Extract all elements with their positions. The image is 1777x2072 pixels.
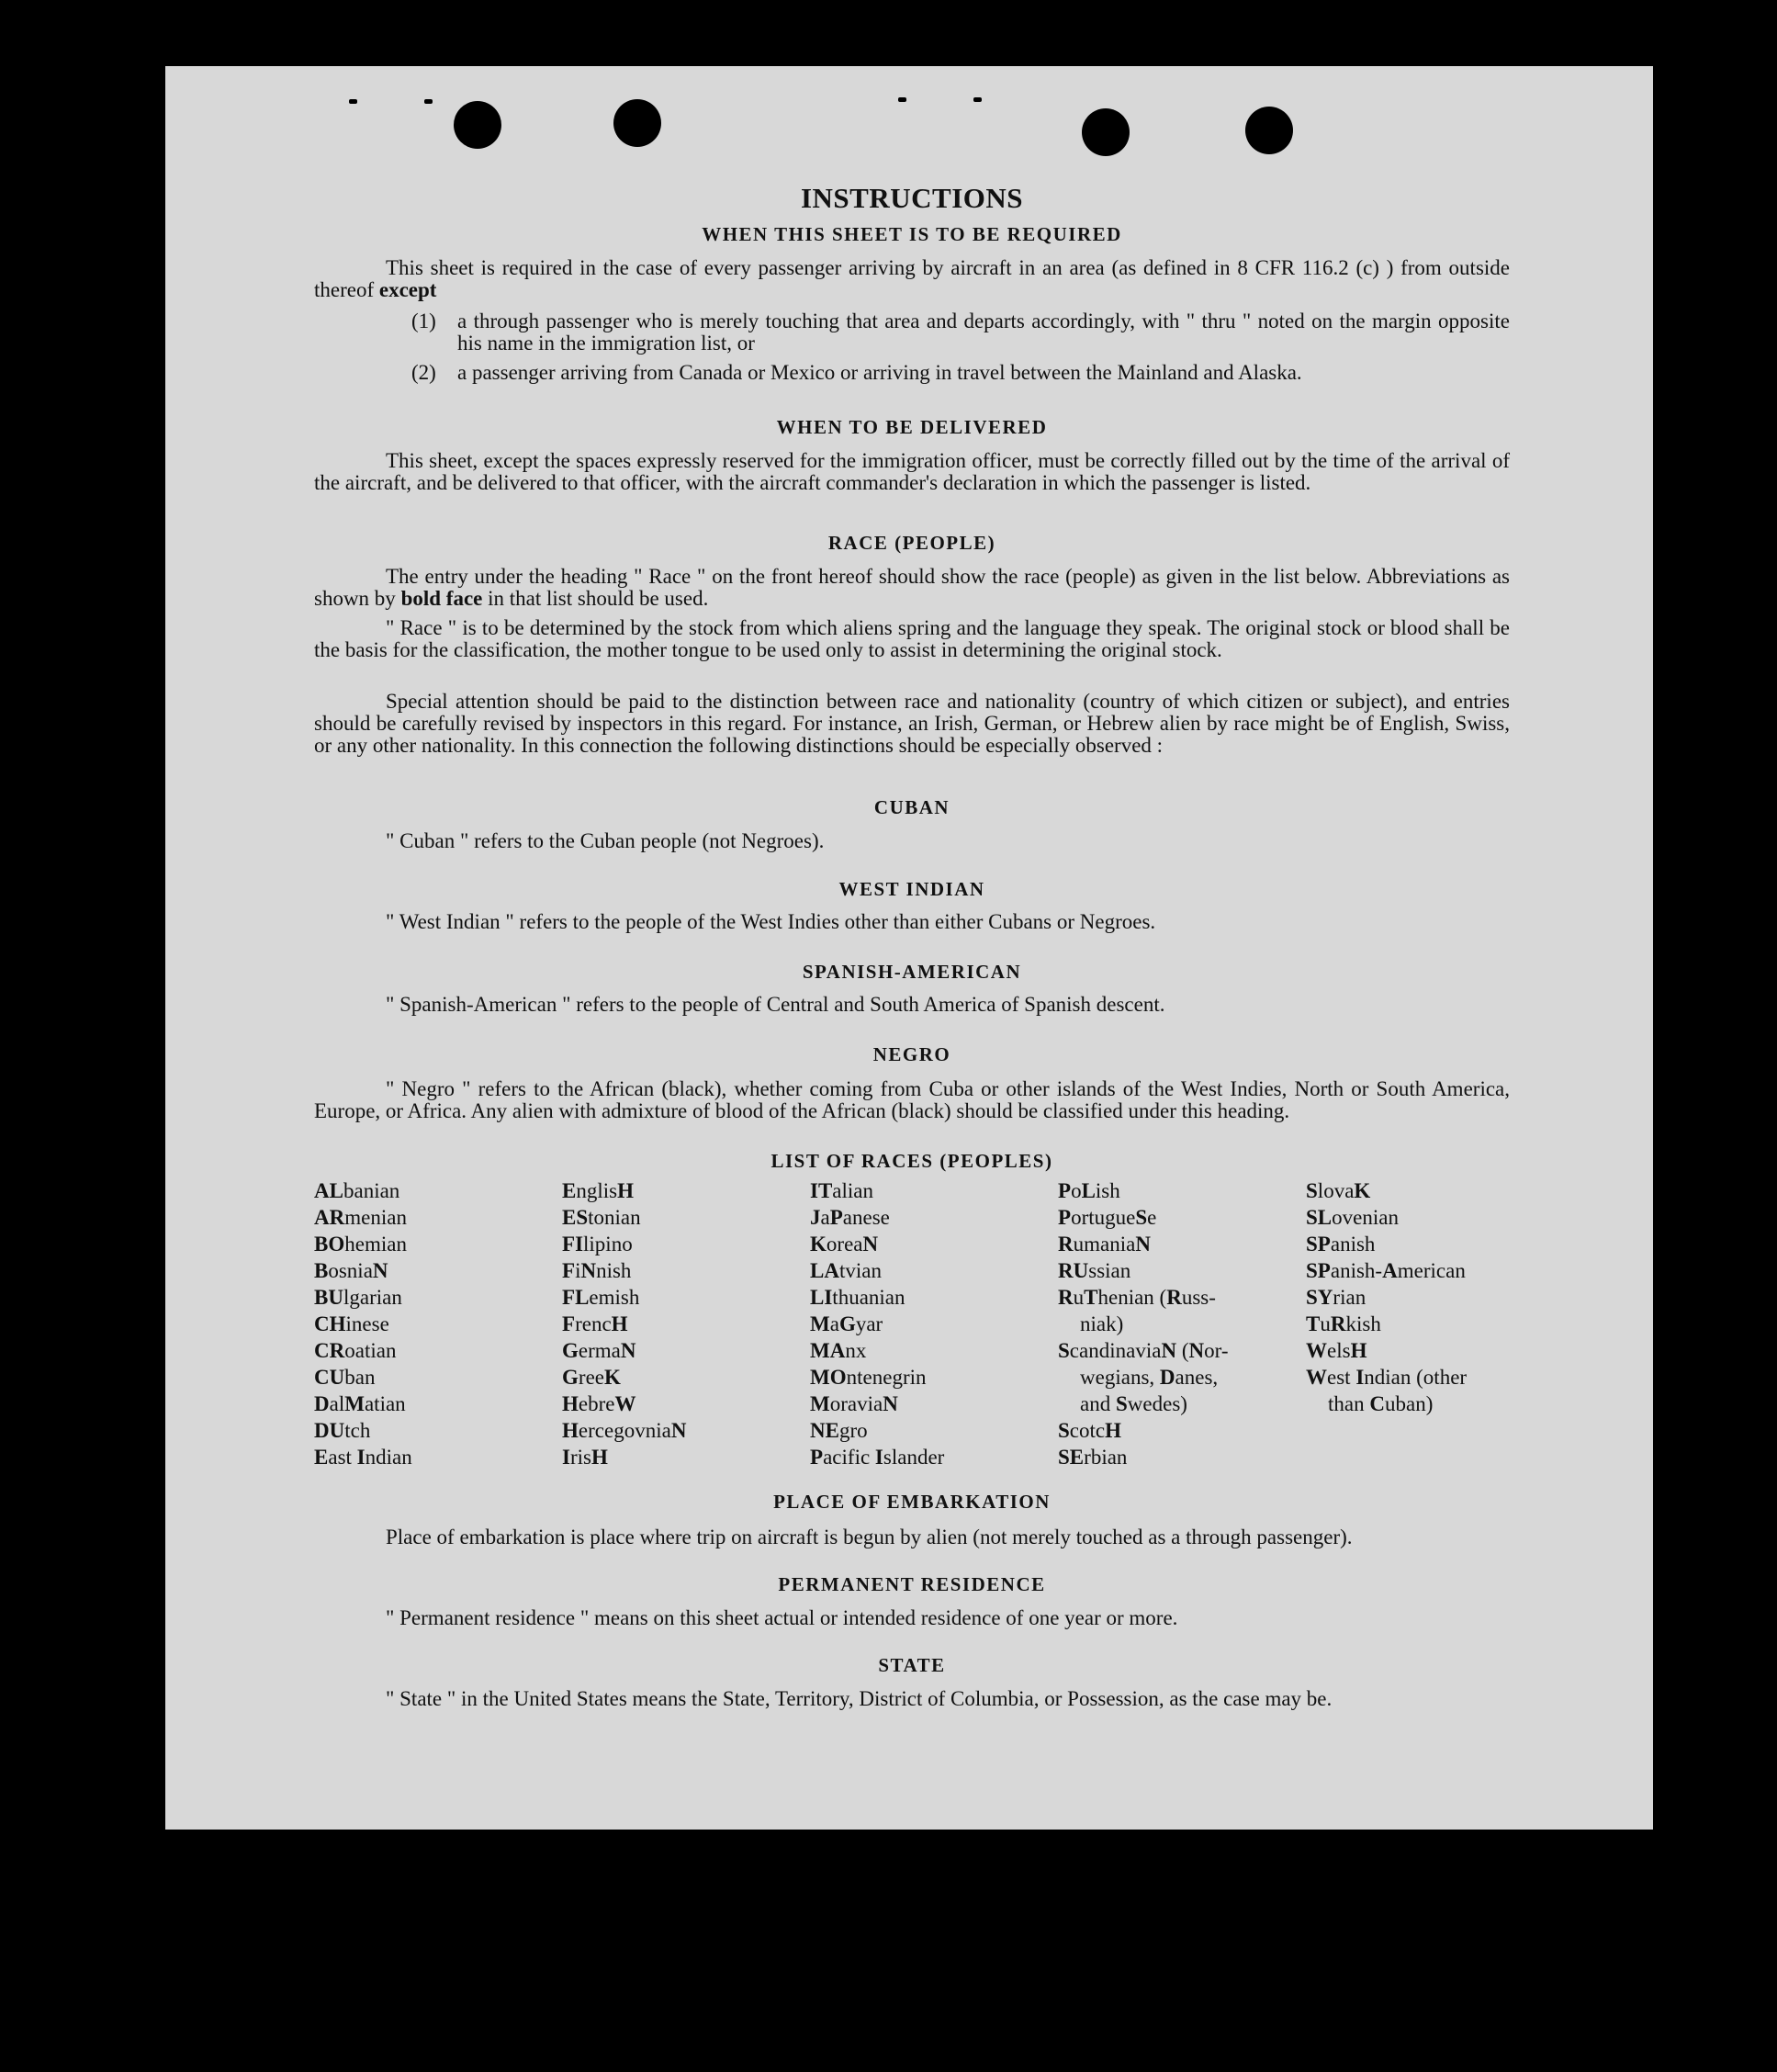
race-item: EnglisH [562, 1179, 634, 1202]
race-item: CUban [314, 1366, 376, 1389]
heading-required: WHEN THIS SHEET IS TO BE REQUIRED [702, 223, 1122, 245]
item-number: (2) [411, 361, 436, 384]
race-item: KoreaN [810, 1233, 879, 1256]
speck [973, 97, 982, 102]
race-item: East Indian [314, 1446, 412, 1469]
race-item: ScandinaviaN (Nor- [1058, 1339, 1229, 1362]
race-item: SPanish [1306, 1233, 1376, 1256]
required-intro: This sheet is required in the case of every passenger arriving by aircraft in an area (as defined in 8 CFR 116.2 (c) ) from outside thereof except [314, 256, 1510, 301]
race-item: ITalian [810, 1179, 874, 1202]
races-column-1 [314, 1177, 544, 1470]
speck [898, 97, 906, 102]
cuban-text: " Cuban " refers to the Cuban people (not Negroes). [386, 829, 825, 852]
race-item: Pacific Islander [810, 1446, 945, 1469]
race-paragraph-2: " Race " is to be determined by the stock from which aliens spring and the language they speak. The original stock or blood shall be the basis for the classification, the mother tongue to be used only to assist in determining the original stock. [314, 616, 1510, 661]
document-page [165, 66, 1653, 1830]
punch-hole [1082, 108, 1130, 156]
race-item: PortugueSe [1058, 1206, 1157, 1229]
race-item: RUssian [1058, 1259, 1131, 1282]
race-item: MAnx [810, 1339, 867, 1362]
heading-residence: PERMANENT RESIDENCE [778, 1573, 1046, 1595]
race-item: BosniaN [314, 1259, 388, 1282]
race-item: JaPanese [810, 1206, 890, 1229]
race-item: TuRkish [1306, 1312, 1381, 1335]
race-item-continued: niak) [1080, 1312, 1124, 1335]
race-item: BUlgarian [314, 1286, 402, 1309]
race-item: MOntenegrin [810, 1366, 927, 1389]
race-item: MaGyar [810, 1312, 883, 1335]
race-item-continued: and Swedes) [1080, 1392, 1187, 1415]
race-item: MoraviaN [810, 1392, 898, 1415]
heading-cuban: CUBAN [873, 796, 950, 818]
race-item: RumaniaN [1058, 1233, 1151, 1256]
west-indian-text: " West Indian " refers to the people of the West Indies other than either Cubans or Negroes. [386, 910, 1156, 933]
negro-text: " Negro " refers to the African (black), whether coming from Cuba or other islands of the West Indies, North or South America, Europe, or Africa. Any alien with admixture of blood of the African (black) should be classified under this heading. [314, 1077, 1510, 1122]
race-item: HercegovniaN [562, 1419, 687, 1442]
speck [349, 99, 357, 104]
race-item: West Indian (other [1306, 1366, 1468, 1389]
race-item: SErbian [1058, 1446, 1128, 1469]
race-item: NEgro [810, 1419, 868, 1442]
heading-state: STATE [878, 1654, 946, 1676]
race-item: ScotcH [1058, 1419, 1122, 1442]
page-title: INSTRUCTIONS [800, 182, 1023, 214]
race-item: FiNnish [562, 1259, 632, 1282]
heading-negro: NEGRO [872, 1043, 951, 1065]
race-item: WelsH [1306, 1339, 1367, 1362]
races-column-3 [810, 1177, 1040, 1470]
item-text: a through passenger who is merely touching that area and departs accordingly, with " thru " noted on the margin opposite his name in the immigration list, or [457, 310, 1510, 355]
heading-embarkation: PLACE OF EMBARKATION [773, 1491, 1051, 1513]
race-item: SPanish-American [1306, 1259, 1466, 1282]
race-item: HebreW [562, 1392, 636, 1415]
race-item: SLovenian [1306, 1206, 1399, 1229]
race-item: FrencH [562, 1312, 628, 1335]
race-item-continued: wegians, Danes, [1080, 1366, 1219, 1389]
races-column-5 [1306, 1177, 1535, 1417]
race-item: ALbanian [314, 1179, 400, 1202]
punch-hole [1245, 107, 1293, 154]
speck [424, 99, 433, 104]
race-item: FIlipino [562, 1233, 633, 1256]
race-item: RuThenian (Russ- [1058, 1286, 1216, 1309]
race-item: ARmenian [314, 1206, 407, 1229]
race-item: FLemish [562, 1286, 640, 1309]
race-item: CRoatian [314, 1339, 397, 1362]
race-item: CHinese [314, 1312, 389, 1335]
race-item: BOhemian [314, 1233, 407, 1256]
embarkation-text: Place of embarkation is place where trip on aircraft is begun by alien (not merely touched as a through passenger). [386, 1526, 1353, 1548]
race-item: EStonian [562, 1206, 641, 1229]
heading-race: RACE (PEOPLE) [827, 532, 996, 554]
heading-west-indian: WEST INDIAN [838, 878, 985, 900]
race-item: LIthuanian [810, 1286, 905, 1309]
spanish-american-text: " Spanish-American " refers to the people of Central and South America of Spanish descent. [386, 993, 1165, 1016]
race-item: SlovaK [1306, 1179, 1371, 1202]
residence-text: " Permanent residence " means on this sheet actual or intended residence of one year or more. [386, 1606, 1178, 1629]
heading-delivered: WHEN TO BE DELIVERED [776, 416, 1048, 438]
race-item: GermaN [562, 1339, 636, 1362]
exception-item-2 [411, 361, 1510, 384]
race-paragraph-1: The entry under the heading " Race " on the front hereof should show the race (people) as given in the list below. Abbreviations as shown by bold face in that list should be used. [314, 565, 1510, 610]
delivered-text: This sheet, except the spaces expressly reserved for the immigration officer, must be correctly filled out by the time of the arrival of the aircraft, and be delivered to that officer, with the aircraft commander's declaration in which the passenger is listed. [314, 449, 1510, 494]
race-item: IrisH [562, 1446, 608, 1469]
race-item: DalMatian [314, 1392, 406, 1415]
races-column-2 [562, 1177, 792, 1470]
heading-list-of-races: LIST OF RACES (PEOPLES) [770, 1150, 1053, 1172]
race-item: PoLish [1058, 1179, 1120, 1202]
race-item-continued: than Cuban) [1328, 1392, 1434, 1415]
punch-hole [613, 99, 661, 147]
state-text: " State " in the United States means the State, Territory, District of Columbia, or Possession, as the case may be. [386, 1687, 1333, 1710]
punch-hole [454, 101, 501, 149]
exception-item-1 [411, 310, 1510, 355]
race-item: DUtch [314, 1419, 371, 1442]
item-number: (1) [411, 310, 436, 332]
heading-spanish-american: SPANISH-AMERICAN [802, 961, 1022, 983]
item-text: a passenger arriving from Canada or Mexico or arriving in travel between the Mainland and Alaska. [457, 361, 1302, 384]
race-item: LAtvian [810, 1259, 882, 1282]
race-item: SYrian [1306, 1286, 1366, 1309]
races-list [314, 1177, 1526, 1469]
race-item: GreeK [562, 1366, 621, 1389]
race-paragraph-3: Special attention should be paid to the distinction between race and nationality (country of which citizen or subject), and entries should be carefully revised by inspectors in this regard. For instance, an Irish, German, or Hebrew alien by race might be of English, Swiss, or any other nationality. In this connection the following distinctions should be especially observed : [314, 690, 1510, 757]
races-column-4 [1058, 1177, 1288, 1470]
